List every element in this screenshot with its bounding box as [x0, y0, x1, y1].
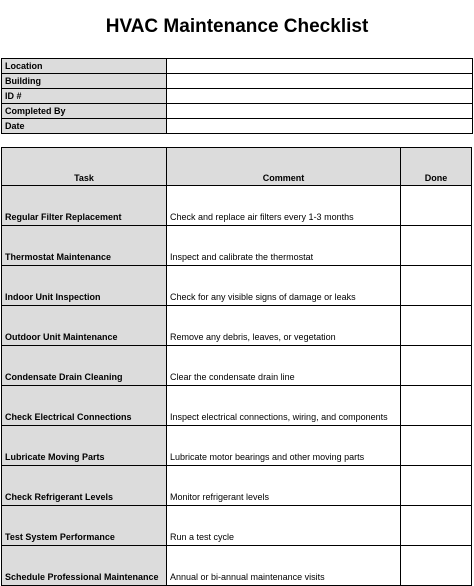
table-row	[2, 346, 472, 386]
comment-cell: Run a test cycle	[167, 506, 401, 546]
date-field[interactable]	[167, 119, 473, 134]
task-cell: Schedule Professional Maintenance	[2, 546, 167, 586]
comment-cell: Check and replace air filters every 1-3 months	[167, 186, 401, 226]
task-cell: Check Refrigerant Levels	[2, 466, 167, 506]
done-cell[interactable]	[401, 346, 472, 386]
info-label: Building	[2, 74, 167, 89]
info-table	[1, 58, 473, 134]
task-table	[1, 147, 472, 586]
table-row	[2, 186, 472, 226]
done-cell[interactable]	[401, 506, 472, 546]
info-row-date	[2, 119, 473, 134]
location-field[interactable]	[167, 59, 473, 74]
table-row	[2, 226, 472, 266]
id-field[interactable]	[167, 89, 473, 104]
table-row	[2, 386, 472, 426]
info-label: Completed By	[2, 104, 167, 119]
table-row	[2, 306, 472, 346]
column-header-comment: Comment	[167, 148, 401, 186]
comment-cell: Inspect and calibrate the thermostat	[167, 226, 401, 266]
info-row-id	[2, 89, 473, 104]
comment-cell: Lubricate motor bearings and other moving parts	[167, 426, 401, 466]
done-cell[interactable]	[401, 226, 472, 266]
table-row	[2, 426, 472, 466]
task-cell: Outdoor Unit Maintenance	[2, 306, 167, 346]
done-cell[interactable]	[401, 426, 472, 466]
comment-cell: Inspect electrical connections, wiring, and components	[167, 386, 401, 426]
done-cell[interactable]	[401, 186, 472, 226]
done-cell[interactable]	[401, 266, 472, 306]
comment-cell: Clear the condensate drain line	[167, 346, 401, 386]
done-cell[interactable]	[401, 306, 472, 346]
table-row	[2, 546, 472, 586]
column-header-done: Done	[401, 148, 472, 186]
table-row	[2, 266, 472, 306]
done-cell[interactable]	[401, 466, 472, 506]
completed-by-field[interactable]	[167, 104, 473, 119]
info-label: Location	[2, 59, 167, 74]
task-cell: Lubricate Moving Parts	[2, 426, 167, 466]
task-cell: Indoor Unit Inspection	[2, 266, 167, 306]
comment-cell: Remove any debris, leaves, or vegetation	[167, 306, 401, 346]
info-label: ID #	[2, 89, 167, 104]
task-cell: Test System Performance	[2, 506, 167, 546]
task-cell: Check Electrical Connections	[2, 386, 167, 426]
table-row	[2, 466, 472, 506]
comment-cell: Check for any visible signs of damage or leaks	[167, 266, 401, 306]
done-cell[interactable]	[401, 386, 472, 426]
comment-cell: Monitor refrigerant levels	[167, 466, 401, 506]
task-cell: Regular Filter Replacement	[2, 186, 167, 226]
column-header-task: Task	[2, 148, 167, 186]
info-row-building	[2, 74, 473, 89]
task-cell: Condensate Drain Cleaning	[2, 346, 167, 386]
info-row-location	[2, 59, 473, 74]
page-title: HVAC Maintenance Checklist	[105, 16, 369, 37]
info-label: Date	[2, 119, 167, 134]
building-field[interactable]	[167, 74, 473, 89]
comment-cell: Annual or bi-annual maintenance visits	[167, 546, 401, 586]
table-header-row	[2, 148, 472, 186]
table-row	[2, 506, 472, 546]
info-row-completed-by	[2, 104, 473, 119]
done-cell[interactable]	[401, 546, 472, 586]
task-cell: Thermostat Maintenance	[2, 226, 167, 266]
